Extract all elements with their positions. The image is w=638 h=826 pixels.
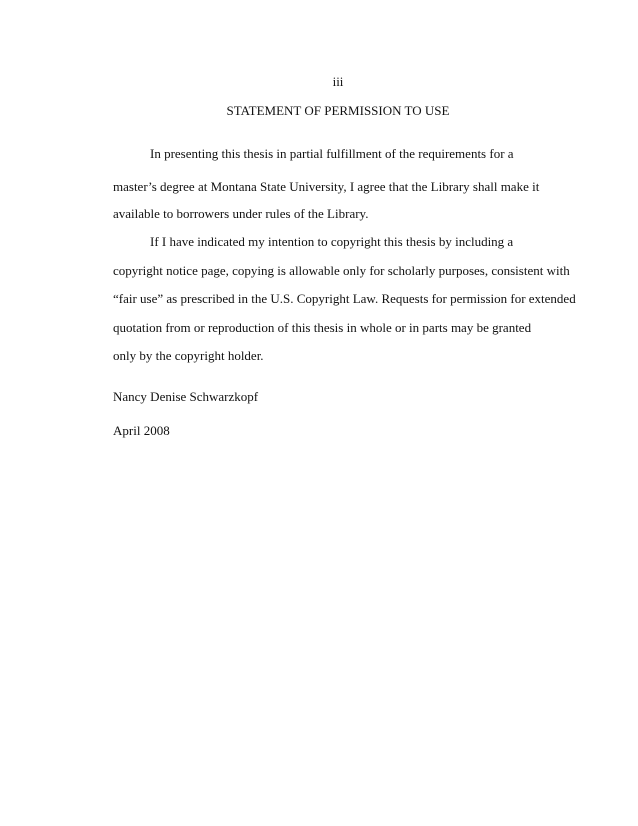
- paragraph-2-line-4: quotation from or reproduction of this thesis in whole or in parts may be granted: [113, 320, 532, 335]
- paragraph-2-line-1: If I have indicated my intention to copyright this thesis by including a: [150, 234, 514, 249]
- paragraph-1-line-1: In presenting this thesis in partial fulfillment of the requirements for a: [150, 146, 514, 161]
- author-name: Nancy Denise Schwarzkopf: [113, 389, 259, 404]
- paragraph-2-line-2: copyright notice page, copying is allowable only for scholarly purposes, consistent with: [113, 263, 570, 278]
- paragraph-2-line-3: “fair use” as prescribed in the U.S. Copyright Law. Requests for permission for extended: [113, 291, 576, 306]
- paragraph-1-line-3: available to borrowers under rules of the Library.: [113, 206, 369, 221]
- page-number: iii: [332, 74, 344, 89]
- page-title: STATEMENT OF PERMISSION TO USE: [226, 103, 450, 118]
- signature-date: April 2008: [113, 423, 170, 438]
- paragraph-1-line-2: master’s degree at Montana State University, I agree that the Library shall make it: [113, 179, 540, 194]
- paragraph-2-line-5: only by the copyright holder.: [113, 348, 264, 363]
